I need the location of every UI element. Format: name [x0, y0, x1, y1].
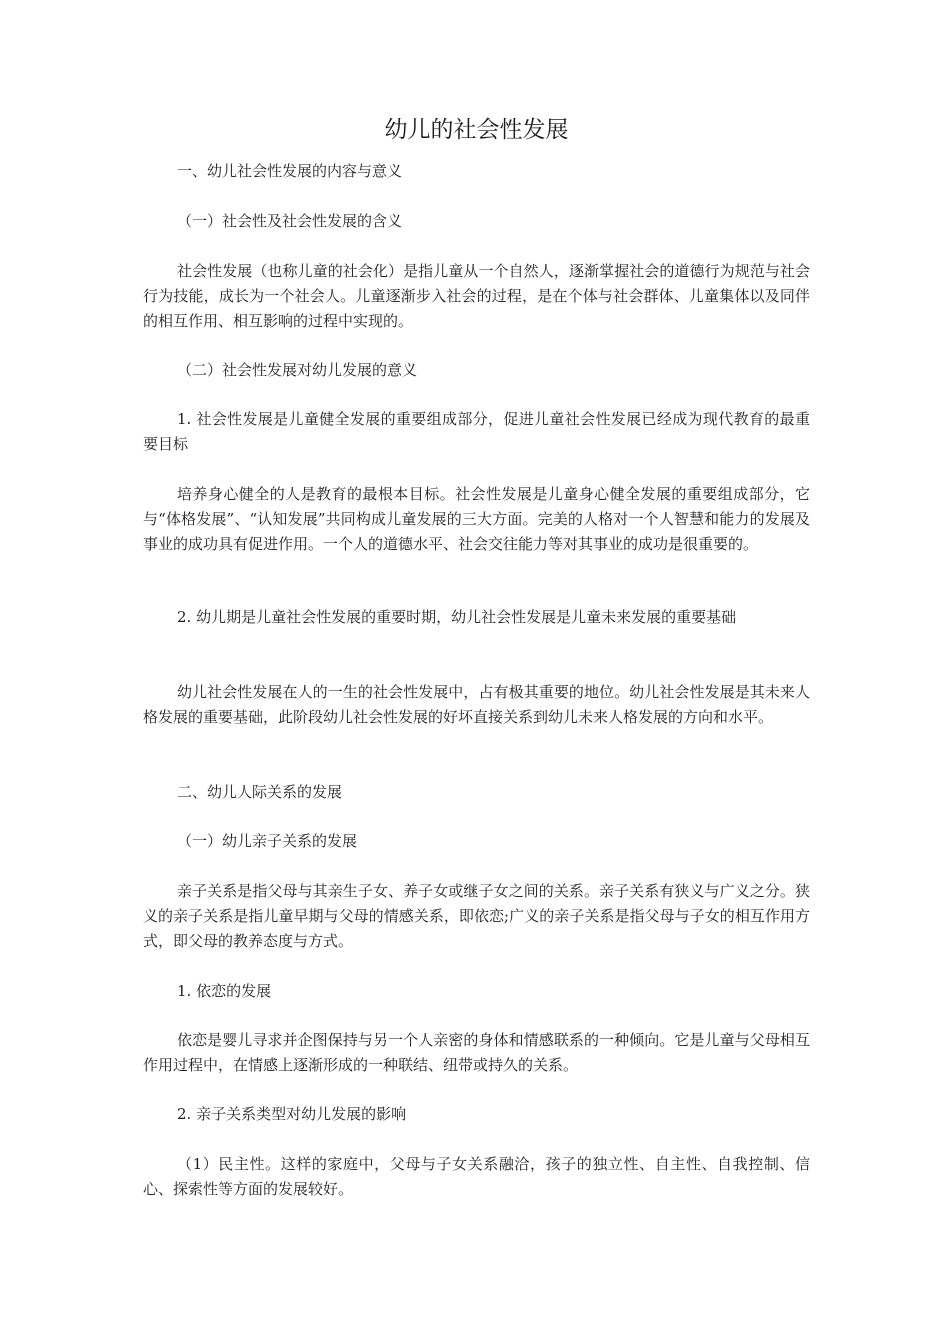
section-heading-1: 一、幼儿社会性发展的内容与意义 — [177, 162, 403, 180]
subsection-heading-1-2: （二）社会性发展对幼儿发展的意义 — [177, 361, 418, 379]
paragraph-attachment: 依恋是婴儿寻求并企图保持与另一个人亲密的身体和情感联系的一种倾向。它是儿童与父母相互作用过程中，在情感上逐渐形成的一种联结、纽带或持久的关系。 — [143, 1031, 810, 1074]
document-page — [143, 0, 810, 1344]
paragraph-education-goal: 培养身心健全的人是教育的最根本目标。社会性发展是儿童身心健全发展的重要组成部分，它与“体格发展”、“认知发展”共同构成儿童发展的三大方面。完美的人格对一个人智慧和能力的发展及事业的成功具有促进作用。一个人的道德水平、社会交往能力等对其事业的成功是很重要的。 — [143, 485, 810, 553]
document-title: 幼儿的社会性发展 — [384, 117, 569, 143]
numbered-heading-attachment: 1. 依恋的发展 — [177, 982, 272, 1000]
numbered-heading-relationship-types: 2. 亲子关系类型对幼儿发展的影响 — [177, 1105, 407, 1123]
paragraph-definition: 社会性发展（也称儿童的社会化）是指儿童从一个自然人，逐渐掌握社会的道德行为规范与社会行为技能，成长为一个社会人。儿童逐渐步入社会的过程，是在个体与社会群体、儿童集体以及同伴的相互作用、相互影响的过程中实现的。 — [143, 262, 810, 330]
numbered-heading-2: 2. 幼儿期是儿童社会性发展的重要时期，幼儿社会性发展是儿童未来发展的重要基础 — [177, 608, 737, 626]
subsection-heading-2-1: （一）幼儿亲子关系的发展 — [177, 832, 358, 850]
paragraph-democratic: （1）民主性。这样的家庭中，父母与子女关系融洽，孩子的独立性、自主性、自我控制、信心、探索性等方面的发展较好。 — [143, 1155, 810, 1198]
subsection-heading-1-1: （一）社会性及社会性发展的含义 — [177, 212, 403, 230]
section-heading-2: 二、幼儿人际关系的发展 — [177, 783, 343, 801]
paragraph-early-childhood: 幼儿社会性发展在人的一生的社会性发展中，占有极其重要的地位。幼儿社会性发展是其未来人格发展的重要基础，此阶段幼儿社会性发展的好坏直接关系到幼儿未来人格发展的方向和水平。 — [143, 683, 810, 726]
numbered-heading-1: 1. 社会性发展是儿童健全发展的重要组成部分，促进儿童社会性发展已经成为现代教育的最重要目标 — [143, 410, 810, 453]
paragraph-parent-child: 亲子关系是指父母与其亲生子女、养子女或继子女之间的关系。亲子关系有狭义与广义之分。狭义的亲子关系是指儿童早期与父母的情感关系，即依恋;广义的亲子关系是指父母与子女的相互作用方式，即父母的教养态度与方式。 — [143, 882, 810, 950]
